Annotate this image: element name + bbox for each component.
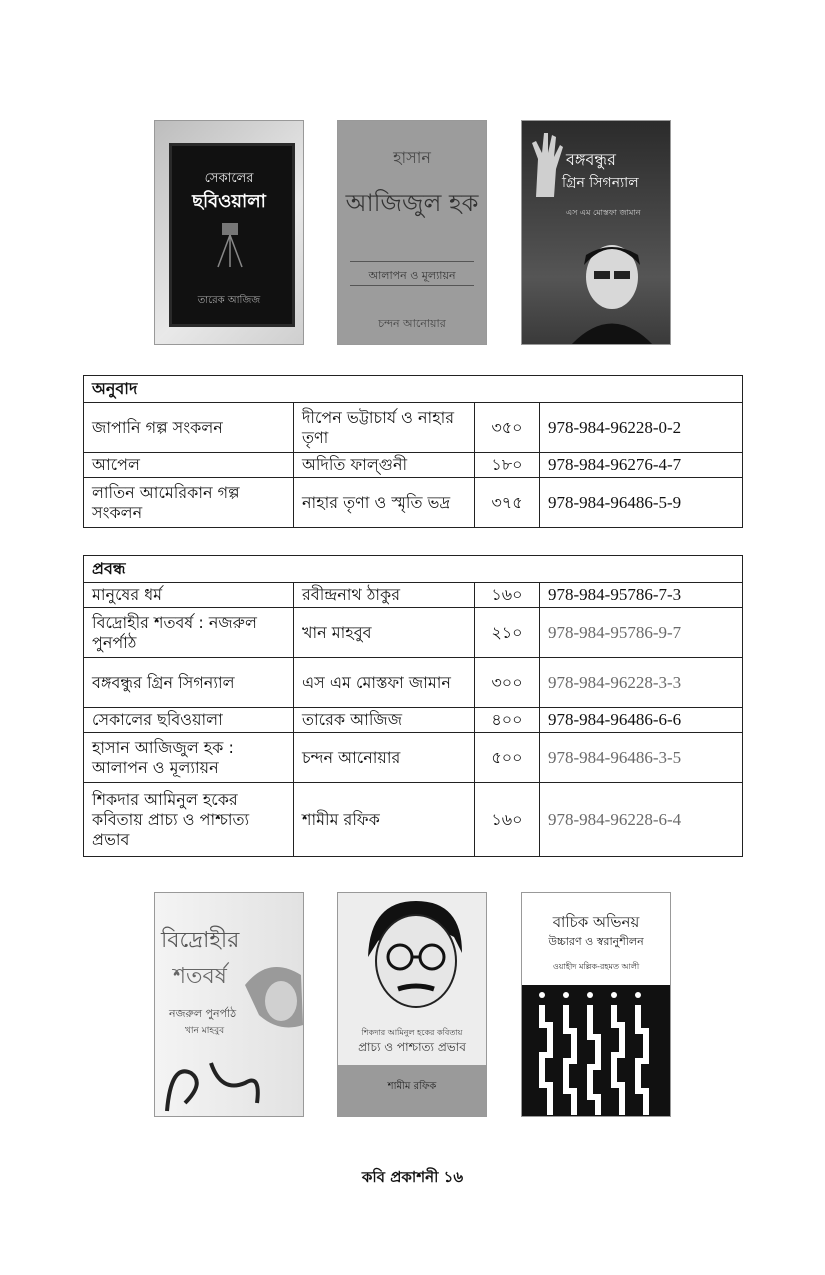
table-section-heading-row: [84, 376, 743, 403]
camera-tripod-illustration: [210, 219, 250, 269]
cover-title-line1: শিকদার আমিনুল হকের কবিতায়: [361, 1028, 463, 1037]
table-row: [84, 583, 743, 608]
book-price: ৩৭৫: [475, 478, 540, 528]
book-cover-bachik-ovinoy: [521, 892, 671, 1117]
table-section-heading-row: [84, 556, 743, 583]
book-author: রবীন্দ্রনাথ ঠাকুর: [294, 583, 475, 608]
cover-author: এস এম মোস্তফা জামান: [566, 208, 641, 217]
book-author: এস এম মোস্তফা জামান: [294, 658, 475, 708]
section-heading: প্রবন্ধ: [84, 556, 743, 583]
cover-title-line2: প্রাচ্য ও পাশ্চাত্য প্রভাব: [358, 1040, 466, 1054]
table-row: [84, 453, 743, 478]
book-author: অদিতি ফাল্গুনী: [294, 453, 475, 478]
cover-subtitle: আলাপন ও মূল্যায়ন: [368, 269, 456, 282]
book-price: ২১০: [475, 608, 540, 658]
table-row: [84, 783, 743, 857]
cover-author: শামীম রফিক: [387, 1081, 437, 1092]
table-row: [84, 658, 743, 708]
cover-title-line1: হাসান: [393, 148, 431, 167]
book-title: শিকদার আমিনুল হকের কবিতায় প্রাচ্য ও পাশ্চাত্য প্রভাব: [84, 783, 294, 857]
translation-table: [83, 375, 743, 528]
portrait-illustration: [239, 955, 304, 1035]
book-author: চন্দন আনোয়ার: [294, 733, 475, 783]
book-cover-green-signal: [521, 120, 671, 345]
cover-title-line2: উচ্চারণ ও স্বরানুশীলন: [548, 935, 644, 948]
book-isbn: 978-984-96276-4-7: [540, 453, 743, 478]
abstract-pattern: [522, 985, 670, 1116]
portrait-illustration: [350, 897, 476, 1015]
book-title: জাপানি গল্প সংকলন: [84, 403, 294, 453]
cover-title-line2: আজিজুল হক: [345, 189, 479, 217]
book-isbn: 978-984-96228-0-2: [540, 403, 743, 453]
table-row: [84, 608, 743, 658]
book-cover-sekaler-chobiwala: [154, 120, 304, 345]
page-footer: কবি প্রকাশনী ১৬: [361, 1168, 464, 1186]
table-row: [84, 478, 743, 528]
book-price: ১৬০: [475, 583, 540, 608]
book-price: ৩০০: [475, 658, 540, 708]
book-title: আপেল: [84, 453, 294, 478]
book-isbn: 978-984-96486-6-6: [540, 708, 743, 733]
essay-table: [83, 555, 743, 857]
table-row: [84, 733, 743, 783]
book-price: ১৬০: [475, 783, 540, 857]
calligraphy-illustration: [161, 1053, 271, 1115]
book-title: হাসান আজিজুল হক : আলাপন ও মূল্যায়ন: [84, 733, 294, 783]
book-cover-hasan-azizul-haque: [337, 120, 487, 345]
book-cover-bidrohir-shotoborsho: [154, 892, 304, 1117]
book-cover-shikdar-aminul-haque: [337, 892, 487, 1117]
book-title: লাতিন আমেরিকান গল্প সংকলন: [84, 478, 294, 528]
book-isbn: 978-984-96486-3-5: [540, 733, 743, 783]
cover-title-line1: সেকালের: [204, 171, 254, 186]
book-isbn: 978-984-95786-9-7: [540, 608, 743, 658]
book-price: ৩৫০: [475, 403, 540, 453]
cover-author: চন্দন আনোয়ার: [378, 317, 446, 330]
section-heading: অনুবাদ: [84, 376, 743, 403]
cover-title-line1: বিদ্রোহীর: [161, 928, 240, 953]
book-author: তারেক আজিজ: [294, 708, 475, 733]
table-row: [84, 708, 743, 733]
book-author: শামীম রফিক: [294, 783, 475, 857]
book-isbn: 978-984-96228-6-4: [540, 783, 743, 857]
cover-title-line2: গ্রিন সিগন্যাল: [562, 175, 639, 191]
book-price: ৪০০: [475, 708, 540, 733]
book-title: বঙ্গবন্ধুর গ্রিন সিগন্যাল: [84, 658, 294, 708]
book-author: খান মাহবুব: [294, 608, 475, 658]
cover-author: খান মাহবুব: [185, 1026, 225, 1036]
cover-subtitle: নজরুল পুনর্পাঠ: [169, 1007, 237, 1020]
book-author: নাহার তৃণা ও স্মৃতি ভদ্র: [294, 478, 475, 528]
cover-title-line1: বাচিক অভিনয়: [552, 913, 640, 931]
cover-title-line2: ছবিওয়ালা: [192, 191, 266, 212]
book-title: মানুষের ধর্ম: [84, 583, 294, 608]
cover-author: ওয়াহীদ মল্লিক-রহমত আলী: [552, 962, 640, 971]
stepped-lines-pattern: [522, 985, 671, 1117]
raised-hand-illustration: [526, 129, 566, 199]
book-title: বিদ্রোহীর শতবর্ষ : নজরুল পুনর্পাঠ: [84, 608, 294, 658]
table-row: [84, 403, 743, 453]
book-isbn: 978-984-95786-7-3: [540, 583, 743, 608]
book-price: ১৮০: [475, 453, 540, 478]
cover-title-line1: বঙ্গবন্ধুর: [566, 150, 616, 169]
book-price: ৫০০: [475, 733, 540, 783]
book-isbn: 978-984-96486-5-9: [540, 478, 743, 528]
cover-author: তারেক আজিজ: [197, 295, 261, 306]
book-title: সেকালের ছবিওয়ালা: [84, 708, 294, 733]
book-isbn: 978-984-96228-3-3: [540, 658, 743, 708]
portrait-illustration: [550, 231, 660, 345]
book-author: দীপেন ভট্টাচার্য ও নাহার তৃণা: [294, 403, 475, 453]
cover-title-line2: শতবর্ষ: [173, 964, 227, 989]
